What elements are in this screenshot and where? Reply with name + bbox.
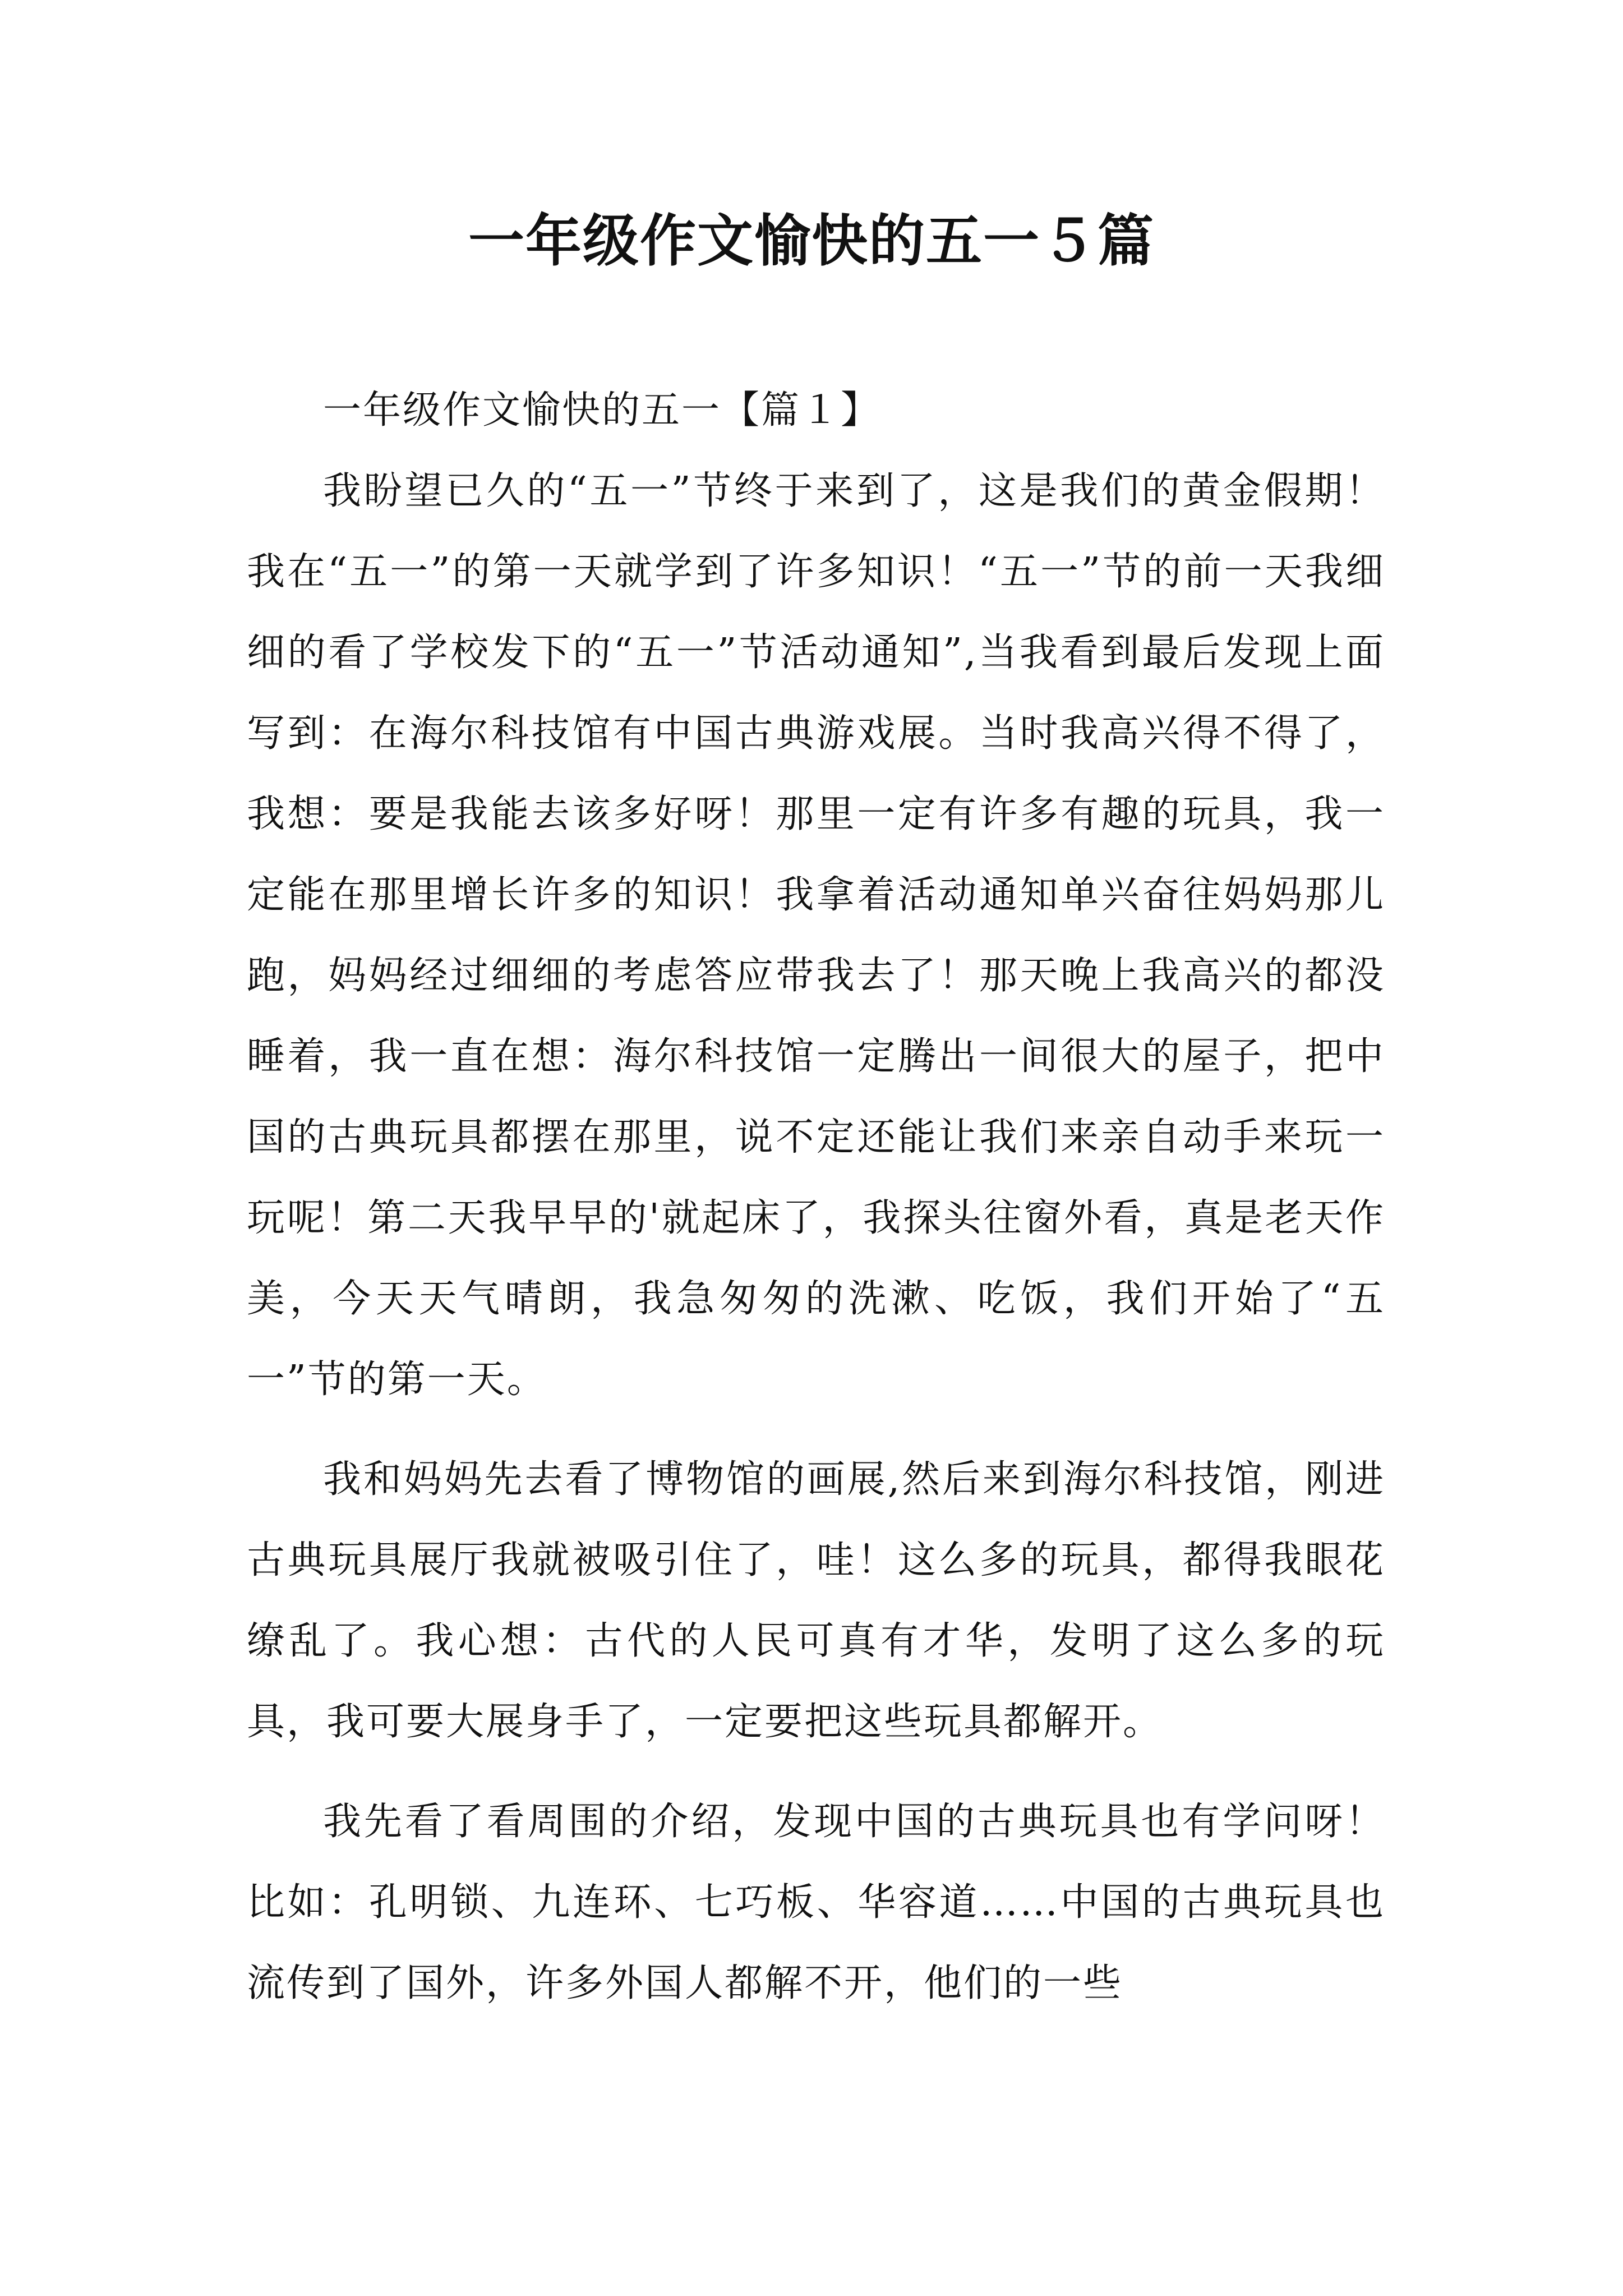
section-heading: 一年级作文愉快的五一【篇１】	[323, 388, 881, 432]
document-body	[247, 370, 1385, 2043]
paragraph: 我先看了看周围的介绍，发现中国的古典玩具也有学问呀！比如：孔明锁、九连环、七巧板、华容道……中国的古典玩具也流传到了国外，许多外国人都解不开，他们的一些	[247, 1800, 1385, 2005]
document-title: 一年级作文愉快的五一５篇	[468, 208, 1155, 274]
paragraph: 我盼望已久的“五一”节终于来到了，这是我们的黄金假期！我在“五一”的第一天就学到了许多知识！“五一”节的前一天我细细的看了学校发下的“五一”节活动通知”,当我看到最后发现上面写到：在海尔科技馆有中国古典游戏展。当时我高兴得不得了，我想：要是我能去该多好呀！那里一定有许多有趣的玩具，我一定能在那里增长许多的知识！我拿着活动通知单兴奋往妈妈那儿跑，妈妈经过细细的考虑答应带我去了！那天晚上我高兴的都没睡着，我一直在想：海尔科技馆一定腾出一间很大的屋子，把中国的古典玩具都摆在那里，说不定还能让我们来亲自动手来玩一玩呢！第二天我早早的'就起床了，我探头往窗外看，真是老天作美，今天天气晴朗，我急匆匆的洗漱、吃饭，我们开始了“五一”节的第一天。	[247, 469, 1385, 1402]
paragraph: 我和妈妈先去看了博物馆的画展,然后来到海尔科技馆，刚进古典玩具展厅我就被吸引住了，哇！这么多的玩具，都得我眼花缭乱了。我心想：古代的人民可真有才华，发明了这么多的玩具，我可要大展身手了，一定要把这些玩具都解开。	[247, 1457, 1385, 1744]
